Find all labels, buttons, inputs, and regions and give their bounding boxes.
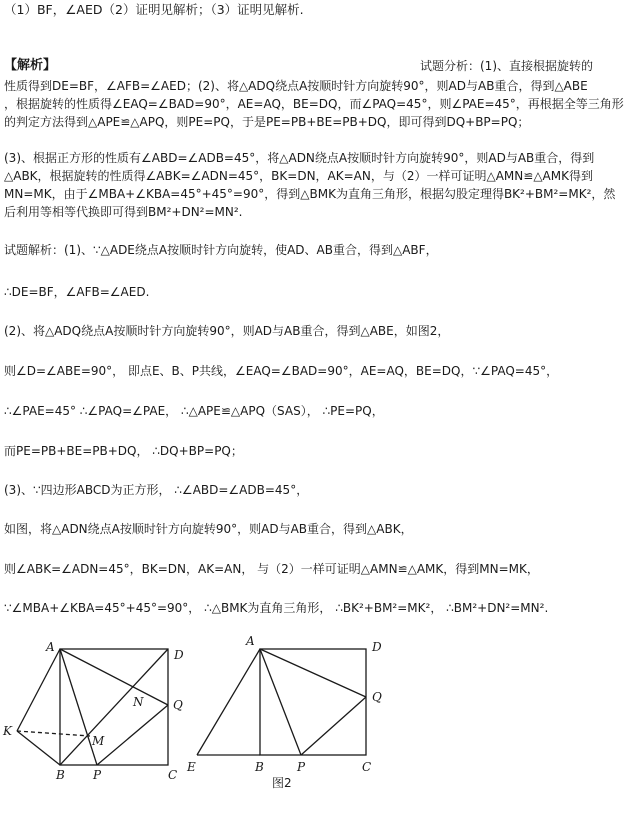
label-b: B	[56, 768, 65, 782]
analysis-line: 的判定方法得到△APE≌△APQ，则PE=PQ，于是PE=PB+BE=PB+DQ，即可得到DQ+BP=PQ；	[4, 115, 530, 129]
diagonal-bd	[60, 649, 168, 765]
figure-2	[197, 649, 366, 755]
solution-line: 试题解析：(1)、∵△ADE绕点A按顺时针方向旋转，使AD、AB重合，得到△ABF，	[4, 243, 438, 257]
label-q: Q	[173, 698, 183, 712]
square-abcd-fig2	[260, 649, 366, 755]
analysis-line: 性质得到DE=BF，∠AFB=∠AED；(2)、将△ADQ绕点A按顺时针方向旋转90°，则AD与AB重合，得到△ABE	[4, 79, 588, 93]
label-p: P	[93, 768, 102, 782]
analysis-line: ，根据旋转的性质得∠EAQ=∠BAD=90°，AE=AQ，BE=DQ，而∠PAQ=45°，则∠PAE=45°，再根据全等三角形	[4, 97, 624, 111]
segment-km-dashed	[17, 731, 90, 736]
label-c-fig2: C	[362, 760, 372, 774]
answer-summary: （1）BF，∠AED（2）证明见解析；（3）证明见解析.	[4, 2, 304, 17]
solution-line: 如图，将△ADN绕点A按顺时针方向旋转90°，则AD与AB重合，得到△ABK，	[4, 522, 413, 536]
label-m: M	[92, 734, 105, 748]
figure-2-caption: 图2	[272, 776, 292, 790]
solution-line: (2)、将△ADQ绕点A按顺时针方向旋转90°，则AD与AB重合，得到△ABE，如图2，	[4, 324, 450, 338]
label-c: C	[168, 768, 178, 782]
solution-line: 则∠D=∠ABE=90°， 即点E、B、P共线，∠EAQ=∠BAD=90°，AE=AQ，BE=DQ，∵∠PAQ=45°，	[4, 364, 559, 378]
label-d-fig2: D	[372, 640, 382, 654]
segment-ak	[17, 649, 60, 731]
solution-line: 而PE=PB+BE=PB+DQ， ∴DQ+BP=PQ；	[4, 444, 243, 458]
solution-line: (3)、∵四边形ABCD为正方形， ∴∠ABD=∠ADB=45°，	[4, 483, 309, 497]
analysis-line: (3)、根据正方形的性质有∠ABD=∠ADB=45°，将△ADN绕点A按顺时针方向旋转90°，则AD与AB重合，得到	[4, 151, 595, 165]
solution-line: ∴∠PAE=45° ∴∠PAQ=∠PAE， ∴△APE≌△APQ（SAS）， ∴PE=PQ，	[4, 404, 384, 418]
label-a: A	[46, 640, 55, 654]
label-q-fig2: Q	[372, 690, 382, 704]
label-p-fig2: P	[297, 760, 306, 774]
analysis-line: 后利用等相等代换即可得到BM²+DN²=MN².	[4, 205, 243, 219]
label-k: K	[3, 724, 12, 738]
analysis-line: △ABK，根据旋转的性质得∠ABK=∠ADN=45°，BK=DN，AK=AN，与（2）一样可证明△AMN≌△AMK得到	[4, 169, 593, 183]
label-d: D	[174, 648, 184, 662]
solution-line: ∴DE=BF，∠AFB=∠AED.	[4, 285, 150, 299]
solution-line: 则∠ABK=∠ADN=45°，BK=DN，AK=AN， 与（2）一样可证明△AMN≌△AMK，得到MN=MK，	[4, 562, 539, 576]
segment-pq-fig2	[301, 697, 366, 755]
solution-line: ∵∠MBA+∠KBA=45°+45°=90°， ∴△BMK为直角三角形， ∴BK²+BM²=MK²， ∴BM²+DN²=MN².	[4, 601, 549, 615]
analysis-tag: 【解析】	[4, 58, 57, 73]
geometry-figures	[0, 633, 630, 833]
segment-aq	[60, 649, 168, 705]
analysis-line: MN=MK，由于∠MBA+∠KBA=45°+45°=90°，得到△BMK为直角三角形，根据勾股定理得BK²+BM²=MK²，然	[4, 187, 616, 201]
segment-ae	[197, 649, 260, 755]
analysis-intro: 试题分析：(1)、直接根据旋转的	[420, 59, 593, 73]
label-n: N	[133, 695, 144, 709]
label-e-fig2: E	[187, 760, 196, 774]
label-a-fig2: A	[246, 634, 255, 648]
label-b-fig2: B	[255, 760, 264, 774]
segment-kb	[17, 731, 60, 765]
